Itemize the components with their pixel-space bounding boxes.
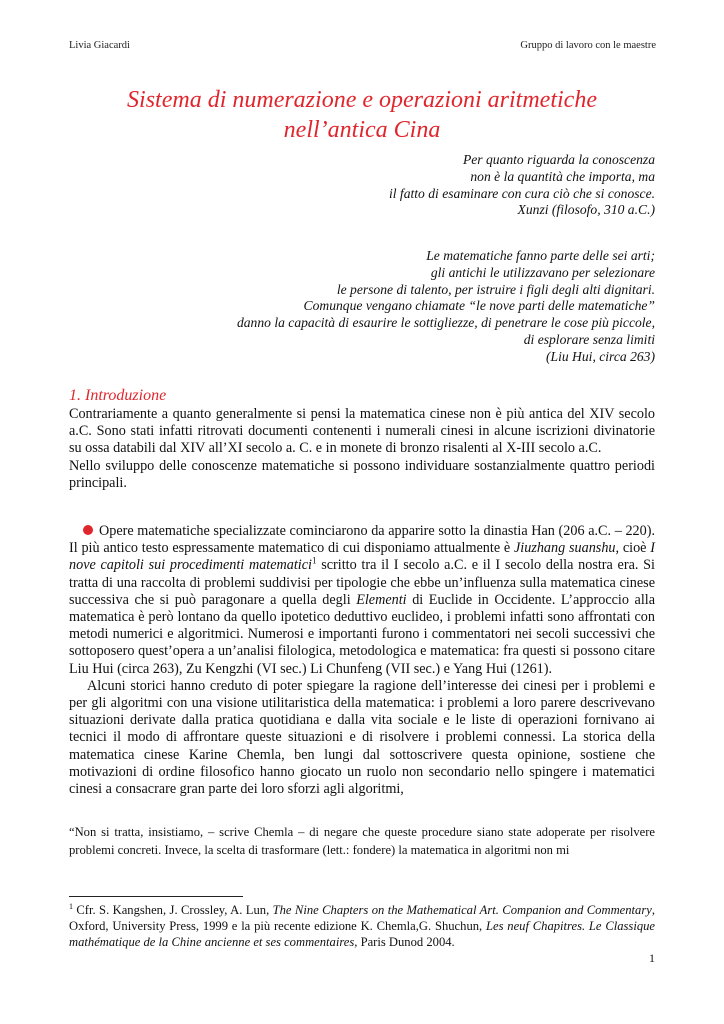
- historians-paragraph: Alcuni storici hanno creduto di poter spiegare la ragione dell’interesse dei cinesi per i problemi e per gli algoritmi con una visione utilitaristica della matematica: i problemi a loro parere descrivevano situazioni derivate dalla pratica quotidiana e dalla vita sociale e le liste di operazioni fornivano ai tecnici il modo di affrontare queste situazioni e di risolvere i problemi connessi. La storica della matematica cinese Karine Chemla, ben lungi dal sottoscrivere questa opinione, sostiene che motivazioni di ordine filosofico hanno giocato un ruolo non secondario nello spingere i matematici cinesi a consacrare gran parte dei loro sforzi agli algoritmi,: [69, 677, 655, 798]
- header-author: Livia Giacardi: [69, 40, 130, 51]
- book-title: I nove capitoli sui procedimenti matematici: [69, 540, 655, 574]
- epigraph-xunzi: [389, 152, 655, 219]
- epigraph-liu-hui: [237, 248, 655, 366]
- footnote-divider: [69, 896, 243, 897]
- main-text-block: [69, 523, 655, 798]
- bullet-icon: [83, 525, 93, 535]
- book-title: Elementi: [356, 591, 407, 608]
- footnote-marker: 1: [69, 901, 73, 911]
- book-title: Jiuzhang suanshu,: [513, 540, 620, 557]
- page-number: 1: [649, 951, 655, 965]
- footnote-reference[interactable]: 1: [312, 555, 317, 566]
- epigraph-line: Comunque vengano chiamate “le nove parti delle matematiche”: [303, 298, 655, 314]
- header-group: Gruppo di lavoro con le maestre: [520, 40, 656, 51]
- bullet-paragraph: Opere matematiche specializzate cominciarono da apparire sotto la dinastia Han (206 a.C. – 220). Il più antico testo espressamente matematico di cui disponiamo attualmente è Jiuzhang suanshu, cioè I nove capitoli sui procedimenti matematici$^1$ scritto tra il I secolo a.C. e il I secolo della nostra era. Si tratta di una raccolta di problemi suddivisi per tipologie che ebbe un’influenza sulla matematica cinese successiva che si può paragonare a quella degli Elementi di Euclide in Occidente. L’approccio alla matematica è però lontano da quello ipotetico deduttivo euclideo, i problemi infatti sono affrontati con metodi numerici e algoritmici. Numerosi e importanti furono i commentatori nei secoli successivi che sottoposero quest’opera a un’analisi filologica, metodologica e matematica: fra questi si possono citare Liu Hui (circa 263), Zu Kengzhi (VI sec.) Li Chunfeng (VII sec.) e Yang Hui (1261).: [69, 523, 656, 677]
- periods-paragraph: Nello sviluppo delle conoscenze matematiche si possono individuare sostanzialmente quattro periodi principali.: [69, 457, 655, 491]
- title-line-2: nell’antica Cina: [283, 117, 441, 143]
- epigraph-attribution: (Liu Hui, circa 263): [546, 348, 655, 364]
- page-title: [0, 85, 724, 145]
- epigraph-line: di esplorare senza limiti: [523, 331, 655, 347]
- section-heading: 1. Introduzione: [69, 387, 167, 404]
- footnote: $^1$ Cfr. S. Kangshen, J. Crossley, A. Lun, The Nine Chapters on the Mathematical Art. Companion and Commentary, Oxford, University Press, 1999 e la più recente edizione K. Chemla,G. Shuchun, Les neuf Chapitres. Le Classique mathématique de la Chine ancienne et ses commentaires, Paris Dunod 2004.: [69, 901, 655, 949]
- epigraph-line: Le matematiche fanno parte delle sei arti;: [426, 248, 655, 263]
- intro-block: [69, 406, 655, 492]
- chemla-quote: “Non si tratta, insistiamo, – scrive Chemla – di negare che queste procedure siano state adoperate per risolvere problemi concreti. Invece, la scelta di trasformare (lett.: fondere) la matematica in algoritmi non mi: [69, 825, 655, 857]
- intro-paragraph: Contrariamente a quanto generalmente si pensi la matematica cinese non è più antica del XIV secolo a.C. Sono stati infatti ritrovati documenti contenenti i numerali cinesi in alcune iscrizioni divinatorie su ossa databili dal XIV all’XI secolo a. C. e in monete di bronzo risalenti al X-III secolo a.C.: [69, 406, 655, 457]
- epigraph-line: gli antichi le utilizzavano per selezionare: [430, 264, 655, 280]
- epigraph-line: le persone di talento, per istruire i figli degli alti dignitari.: [336, 281, 655, 297]
- epigraph-line: il fatto di esaminare con cura ciò che si conosce.: [388, 185, 655, 201]
- epigraph-line: Per quanto riguarda la conoscenza: [462, 152, 655, 167]
- epigraph-line: danno la capacità di esaurire le sottigliezze, di penetrare le cose più piccole,: [236, 315, 655, 331]
- epigraph-line: non è la quantità che importa, ma: [470, 168, 655, 184]
- title-line-1: Sistema di numerazione e operazioni aritmetiche: [127, 87, 597, 113]
- epigraph-attribution: Xunzi (filosofo, 310 a.C.): [517, 202, 655, 218]
